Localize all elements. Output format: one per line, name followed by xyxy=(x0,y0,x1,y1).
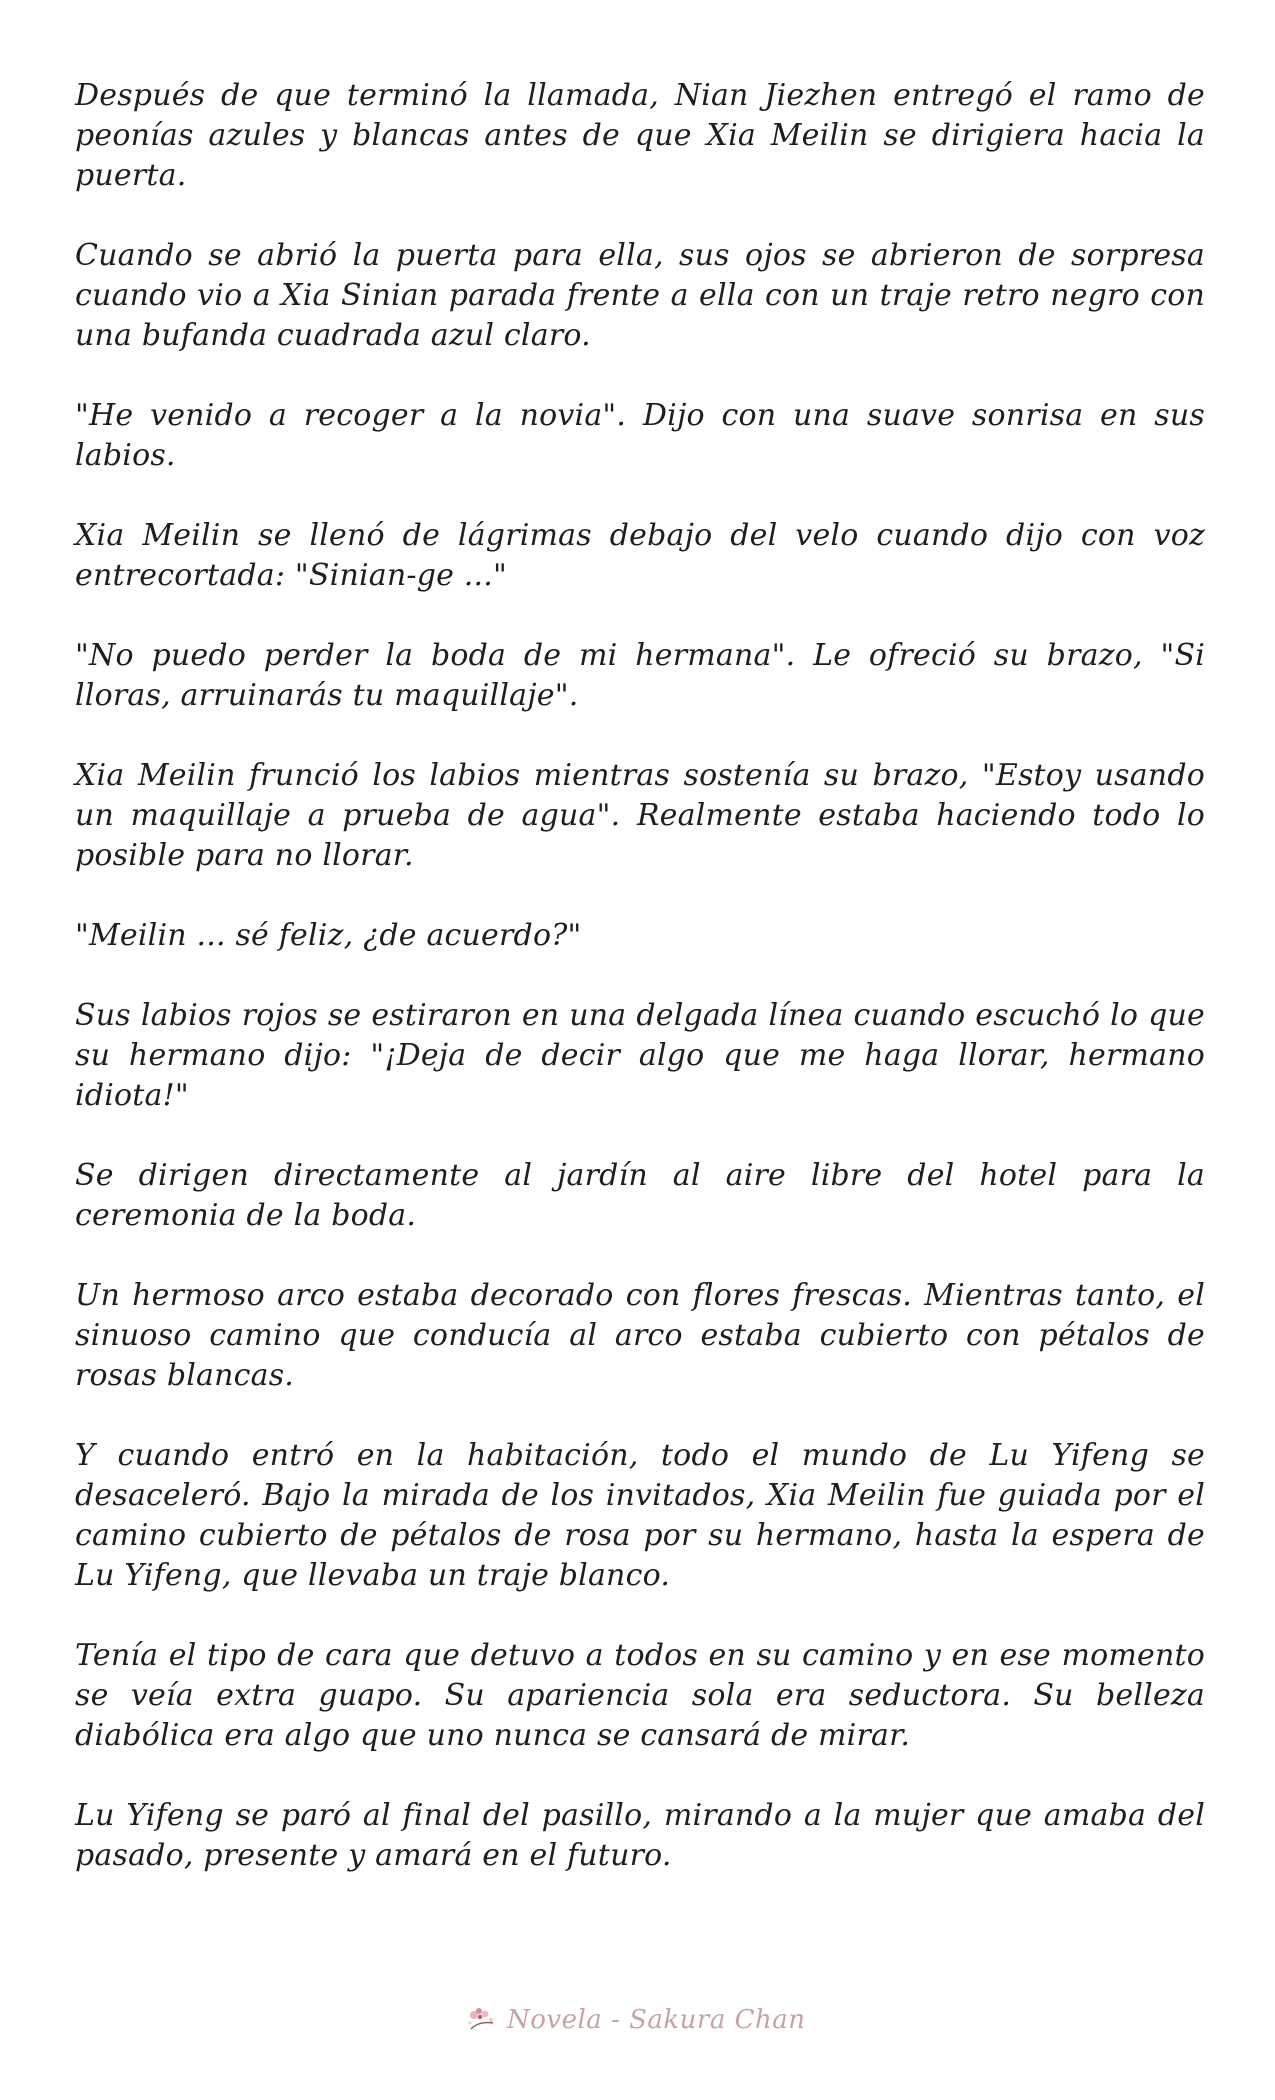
watermark-text: Novela - Sakura Chan xyxy=(507,2005,806,2035)
paragraph: "He venido a recoger a la novia". Dijo con una suave sonrisa en sus labios. xyxy=(75,398,1205,473)
paragraph: Sus labios rojos se estiraron en una delgada línea cuando escuchó lo que su hermano dijo: "¡Deja de decir algo que me haga llorar, hermano idiota!" xyxy=(75,998,1205,1113)
paragraph: Tenía el tipo de cara que detuvo a todos en su camino y en ese momento se veía extra guapo. Su apariencia sola era seductora. Su belleza diabólica era algo que uno nunca se cansará de mirar. xyxy=(75,1638,1205,1753)
paragraph: Xia Meilin frunció los labios mientras sostenía su brazo, "Estoy usando un maquillaje a prueba de agua". Realmente estaba haciendo todo lo posible para no llorar. xyxy=(75,758,1205,873)
paragraph: "No puedo perder la boda de mi hermana". Le ofreció su brazo, "Si lloras, arruinarás tu maquillaje". xyxy=(75,638,1205,713)
paragraph: Y cuando entró en la habitación, todo el mundo de Lu Yifeng se desaceleró. Bajo la mirada de los invitados, Xia Meilin fue guiada por el camino cubierto de pétalos de rosa por su hermano, hasta la espera de Lu Yifeng, que llevaba un traje blanco. xyxy=(75,1438,1205,1593)
document-body xyxy=(75,76,1205,1916)
paragraph: Un hermoso arco estaba decorado con flores frescas. Mientras tanto, el sinuoso camino que conducía al arco estaba cubierto con pétalos de rosas blancas. xyxy=(75,1278,1205,1393)
paragraph: Lu Yifeng se paró al final del pasillo, mirando a la mujer que amaba del pasado, presente y amará en el futuro. xyxy=(75,1798,1205,1873)
paragraph: Después de que terminó la llamada, Nian Jiezhen entregó el ramo de peonías azules y blancas antes de que Xia Meilin se dirigiera hacia la puerta. xyxy=(75,78,1205,193)
paragraph: Se dirigen directamente al jardín al aire libre del hotel para la ceremonia de la boda. xyxy=(75,1158,1205,1233)
paragraph: Xia Meilin se llenó de lágrimas debajo del velo cuando dijo con voz entrecortada: "Sinian-ge ..." xyxy=(75,518,1205,593)
paragraph: Cuando se abrió la puerta para ella, sus ojos se abrieron de sorpresa cuando vio a Xia Sinian parada frente a ella con un traje retro negro con una bufanda cuadrada azul claro. xyxy=(75,238,1205,353)
paragraph: "Meilin ... sé feliz, ¿de acuerdo?" xyxy=(75,918,582,953)
watermark xyxy=(465,1990,806,2050)
sakura-blossom-icon xyxy=(465,2003,499,2037)
